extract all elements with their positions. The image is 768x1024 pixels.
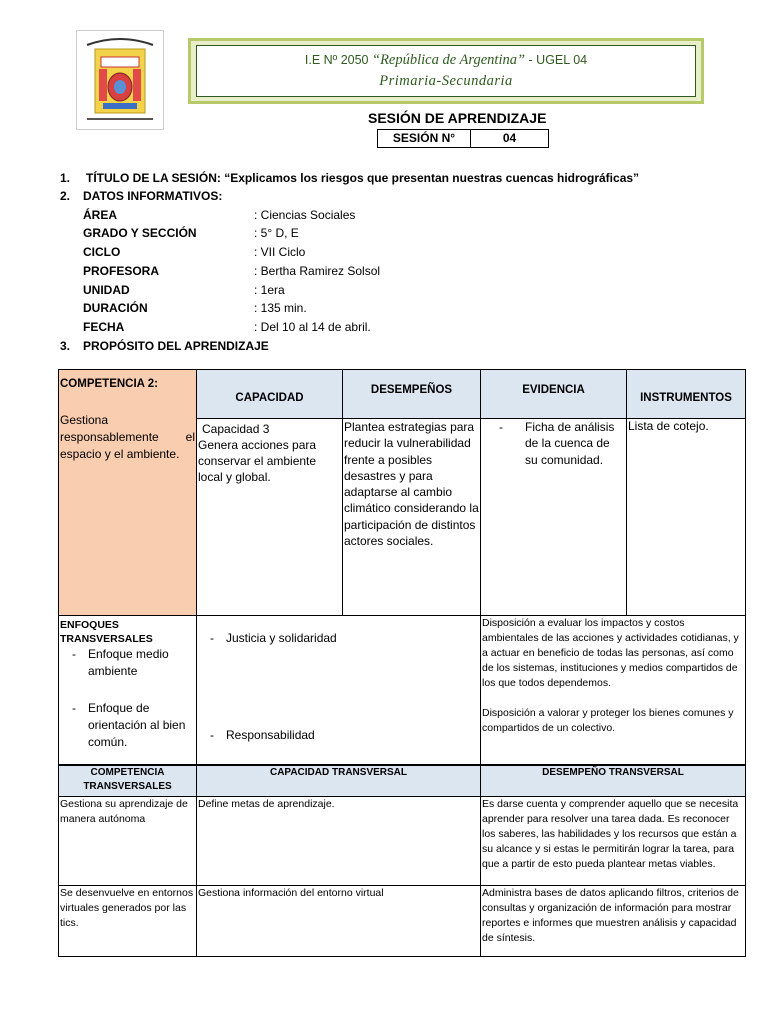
info-label-grado: GRADO Y SECCIÓN [83, 226, 197, 240]
transversal-competencia: Gestiona su aprendizaje de manera autónoma [59, 797, 197, 886]
capacidad-cell [197, 419, 343, 616]
competencia-text: Gestiona responsablemente el espacio y el ambiente. [60, 413, 195, 461]
valor-item [198, 631, 337, 645]
info-value-unidad: : 1era [254, 283, 285, 297]
school-levels: Primaria-Secundaria [379, 73, 513, 89]
transversal-header-row [59, 766, 746, 797]
session-number-value: 04 [502, 131, 517, 145]
valor-dash: - [210, 728, 214, 742]
enfoque-item [60, 700, 195, 751]
info-label-ciclo: CICLO [83, 245, 121, 259]
enfoque-dash: - [72, 701, 76, 715]
section-1-title: TÍTULO DE LA SESIÓN: “Explicamos los riesgos que presentan nuestras cuencas hidrográficas” [86, 171, 640, 185]
session-number-box [377, 129, 549, 148]
info-value-duracion: : 135 min. [254, 301, 307, 315]
school-logo [76, 30, 164, 130]
enfoque-item [60, 646, 195, 680]
header-competencia-transversal: COMPETENCIA TRANSVERSALES [59, 766, 197, 797]
school-header-inner [196, 45, 696, 97]
ugel-label: - UGEL 04 [528, 53, 588, 67]
transversal-desempeno: Administra bases de datos aplicando filtros, criterios de consultas y organización de información para mostrar reportes e informes que muestren análisis y capacidad de síntesis. [481, 886, 746, 957]
purpose-table-header-row [59, 370, 746, 419]
school-header-line1 [197, 52, 695, 69]
header-desempenos: DESEMPEÑOS [343, 370, 481, 419]
desempeno-cell: Plantea estrategias para reducir la vulnerabilidad frente a posibles desastres y para adaptarse al cambio climático considerando la participación de distintos actores sociales. [343, 419, 481, 616]
evidencia-text: Ficha de análisis de la cuenca de su comunidad. [525, 420, 615, 467]
info-label-fecha: FECHA [83, 320, 125, 334]
section-2-title: DATOS INFORMATIVOS: [83, 189, 223, 203]
session-number-label: SESIÓN N° [378, 130, 471, 147]
enfoques-row [59, 616, 746, 765]
table-row [59, 797, 746, 886]
info-label-area: ÁREA [83, 208, 118, 222]
header-evidencia: EVIDENCIA [481, 370, 627, 419]
transversal-desempeno: Es darse cuenta y comprender aquello que se necesita aprender para resolver una tarea dada. Es reconocer los saberes, las habilidades y los recursos que están a su alcance y si estas le permitirán lograr la tarea, para que a partir de esto pueda plantear metas viables. [481, 797, 746, 886]
valor-dash: - [210, 631, 214, 645]
capacidad-title: Capacidad 3 [202, 422, 270, 436]
section-3-title: PROPÓSITO DEL APRENDIZAJE [83, 339, 269, 353]
info-value-fecha: : Del 10 al 14 de abril. [254, 320, 371, 334]
school-header-box [188, 38, 704, 104]
header-capacidad: CAPACIDAD [197, 370, 343, 419]
enfoque-text: Enfoque de orientación al bien común. [88, 701, 186, 749]
school-prefix: I.E Nº 2050 [304, 53, 369, 67]
competencia-label: COMPETENCIA 2: [60, 378, 158, 390]
info-value-area: : Ciencias Sociales [254, 208, 356, 222]
valor-item [198, 728, 315, 742]
school-name: “República de Argentina” [372, 52, 526, 68]
section-2-number: 2. [60, 189, 71, 203]
enfoques-label: ENFOQUES TRANSVERSALES [60, 619, 153, 645]
table-row [59, 886, 746, 957]
evidencia-cell [481, 419, 627, 616]
section-1-number: 1. [60, 171, 71, 185]
capacidad-text: Genera acciones para conservar el ambiente local y global. [198, 438, 317, 484]
info-label-duracion: DURACIÓN [83, 301, 148, 315]
valor-text: Responsabilidad [226, 728, 315, 742]
purpose-table [58, 369, 746, 765]
section-3-number: 3. [60, 339, 71, 353]
valores-cell [197, 616, 481, 765]
evidencia-dash: - [499, 420, 503, 434]
header-instrumentos: INSTRUMENTOS [627, 370, 746, 419]
enfoque-text: Enfoque medio ambiente [88, 647, 169, 678]
transversal-table [58, 765, 746, 957]
actitudes-cell [481, 616, 746, 765]
actitud-text: Disposición a valorar y proteger los bienes comunes y compartidos de un colectivo. [482, 707, 734, 734]
info-label-unidad: UNIDAD [83, 283, 130, 297]
info-value-profesora: : Bertha Ramirez Solsol [254, 264, 381, 278]
transversal-capacidad: Define metas de aprendizaje. [197, 797, 481, 886]
competencia-cell [59, 370, 197, 616]
school-crest-icon [77, 31, 163, 129]
enfoques-cell [59, 616, 197, 765]
transversal-competencia: Se desenvuelve en entornos virtuales generados por las tics. [59, 886, 197, 957]
actitud-text: Disposición a evaluar los impactos y costos ambientales de las acciones y actividades cotidianas, y a actuar en beneficio de todas las personas, así como de los sistemas, instituciones y medios compartidos de los que todos dependemos. [482, 617, 739, 689]
transversal-capacidad: Gestiona información del entorno virtual [197, 886, 481, 957]
instrumento-cell: Lista de cotejo. [627, 419, 746, 616]
enfoque-dash: - [72, 647, 76, 661]
header-capacidad-transversal: CAPACIDAD TRANSVERSAL [197, 766, 481, 797]
info-value-ciclo: : VII Ciclo [254, 245, 306, 259]
info-value-grado: : 5° D, E [254, 226, 299, 240]
info-label-profesora: PROFESORA [83, 264, 160, 278]
session-title: SESIÓN DE APRENDIZAJE [368, 110, 547, 126]
valor-text: Justicia y solidaridad [226, 631, 337, 645]
header-desempeno-transversal: DESEMPEÑO TRANSVERSAL [481, 766, 746, 797]
